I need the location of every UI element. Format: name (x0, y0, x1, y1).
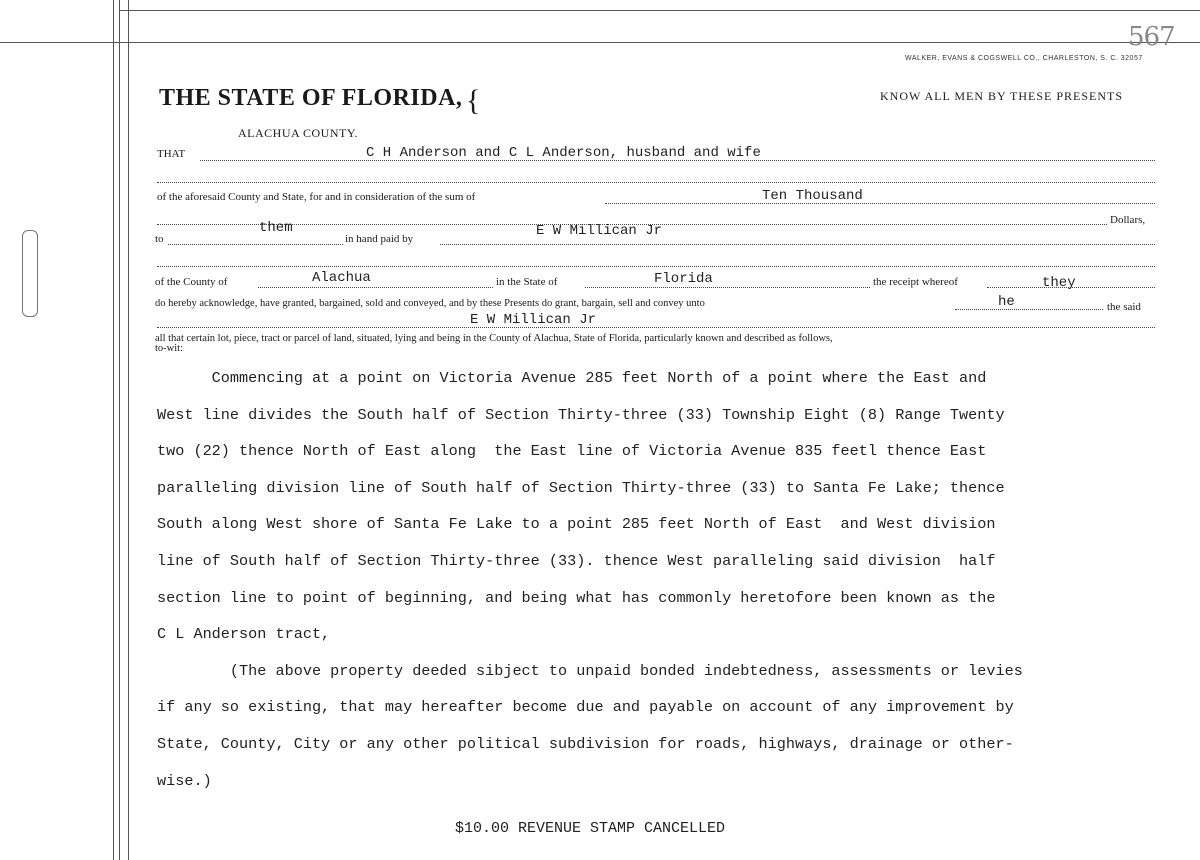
binding-line (128, 0, 129, 860)
state-title: THE STATE OF FLORIDA, (159, 85, 463, 111)
fill-line (157, 327, 1155, 328)
description-line: if any so existing, that may hereafter become due and payable on account of any improvement by (157, 698, 1014, 717)
county-heading: ALACHUA COUNTY. (238, 126, 358, 140)
description-line: wise.) (157, 771, 212, 790)
description-line: section line to point of beginning, and being what has commonly heretofore been known as the (157, 588, 996, 607)
county-of-label: of the County of (155, 276, 228, 288)
dollars-label: Dollars, (1110, 214, 1146, 226)
fill-line (585, 287, 870, 288)
fill-line (440, 244, 1155, 245)
binding-line (113, 0, 114, 860)
fill-line (157, 182, 1155, 183)
top-rule (120, 10, 1200, 11)
state-value: Florida (654, 271, 713, 287)
to-value: them (259, 220, 293, 236)
grantors-value: C H Anderson and C L Anderson, husband and wife (366, 145, 761, 161)
brace-mark: { (466, 84, 481, 117)
printer-imprint: WALKER, EVANS & COGSWELL CO., CHARLESTON, S. C. 32057 (905, 55, 1143, 62)
description-line: two (22) thence North of East along the East line of Victoria Avenue 835 feetl thence East (157, 442, 987, 461)
to-label: to (155, 233, 164, 245)
description-line: (The above property deeded sibject to unpaid bonded indebtedness, assessments or levies (157, 661, 1023, 680)
fill-line (157, 266, 1155, 267)
fill-line (258, 287, 493, 288)
receipt-label: the receipt whereof (873, 276, 958, 288)
paid-by-label: in hand paid by (345, 233, 414, 245)
receipt-party-value: they (1042, 275, 1076, 291)
page-number: 567 (1128, 22, 1175, 52)
fill-line (955, 309, 1103, 310)
binding-line (119, 0, 120, 860)
description-line: C L Anderson tract, (157, 625, 331, 644)
to-wit-label: to-wit: (155, 343, 183, 354)
county-value: Alachua (312, 270, 371, 286)
description-line: South along West shore of Santa Fe Lake to a point 285 feet North of East and West division (157, 515, 996, 534)
convey-to-value: he (998, 294, 1015, 310)
state-of-label: in the State of (496, 276, 558, 288)
that-label: THAT (157, 148, 186, 160)
sum-value: Ten Thousand (762, 188, 863, 204)
fill-line (605, 203, 1155, 204)
legal-description (157, 360, 1157, 799)
fill-line (168, 244, 343, 245)
margin-mark (22, 230, 38, 317)
grantee-value: E W Millican Jr (536, 223, 663, 239)
convey-text: do hereby acknowledge, have granted, bargained, sold and conveyed, and by these Presents do grant, bargain, sell and convey unto (155, 298, 705, 309)
lot-text: all that certain lot, piece, tract or parcel of land, situated, lying and being in the County of Alachua, State of Florida, particularly known and described as follows, (155, 333, 833, 344)
description-line: State, County, City or any other political subdivision for roads, highways, drainage or other- (157, 734, 1014, 753)
description-line: Commencing at a point on Victoria Avenue 285 feet North of a point where the East and (157, 369, 987, 387)
consideration-label: of the aforesaid County and State, for and in consideration of the sum of (157, 191, 476, 203)
said-grantee-value: E W Millican Jr (470, 312, 597, 328)
header-rule (0, 42, 1200, 43)
revenue-stamp-text: $10.00 REVENUE STAMP CANCELLED (455, 820, 726, 837)
the-said-label: the said (1107, 301, 1141, 313)
description-line: line of South half of Section Thirty-three (33). thence West paralleling said division half (157, 551, 996, 570)
description-line: West line divides the South half of Section Thirty-three (33) Township Eight (8) Range Twenty (157, 405, 1005, 424)
description-line: paralleling division line of South half of Section Thirty-three (33) to Santa Fe Lake; thence (157, 478, 1005, 497)
know-all-heading: KNOW ALL MEN BY THESE PRESENTS (880, 89, 1124, 103)
